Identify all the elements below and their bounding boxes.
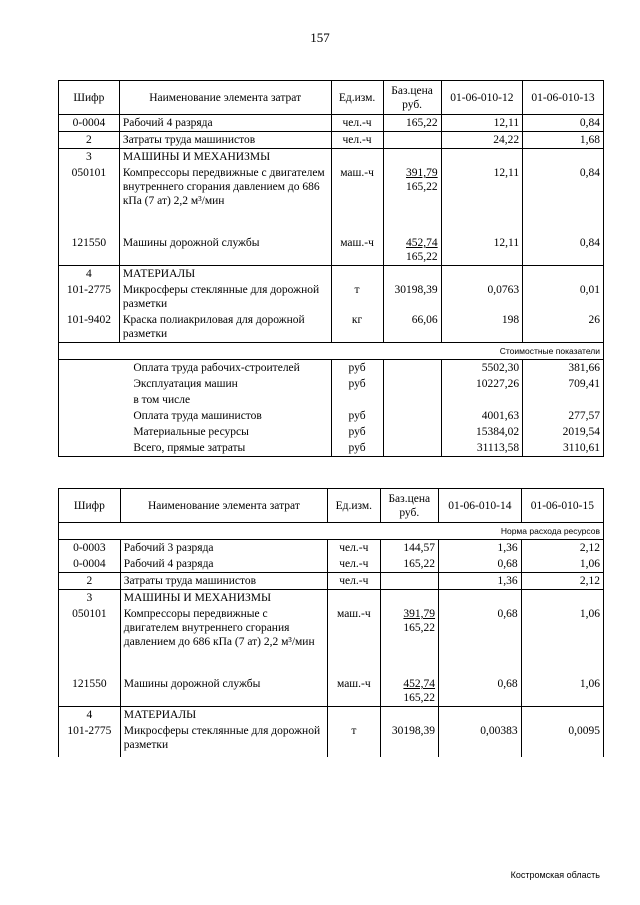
page-number: 157 (310, 30, 330, 45)
row-price: 144,57 (380, 540, 438, 557)
row-name: Краска полиакриловая для дорожной разметки (119, 312, 331, 343)
cost-indicators-label: Стоимостные показатели (59, 343, 604, 360)
row-unit: маш.-ч (328, 676, 380, 707)
header-name: Наименование элемента затрат (120, 489, 327, 523)
header-col-b: 01-06-010-15 (521, 489, 603, 523)
summary-label: Всего, прямые затраты (119, 440, 331, 457)
row-code: 2 (59, 573, 121, 590)
summary-value-a: 5502,30 (441, 360, 522, 377)
row-value-b: 2,12 (521, 540, 603, 557)
row-name: Компрессоры передвижные с двигателем внутреннего сгорания давлением до 686 кПа (7 ат) 2,2 м³/мин (120, 606, 327, 676)
section-header (59, 149, 604, 166)
summary-row (59, 408, 604, 424)
row-code: 050101 (59, 165, 120, 235)
row-code: 0-0003 (59, 540, 121, 557)
section-title: МАШИНЫ И МЕХАНИЗМЫ (120, 590, 327, 607)
section-number: 3 (59, 590, 121, 607)
row-code: 121550 (59, 676, 121, 707)
table-row (59, 723, 604, 757)
row-code: 121550 (59, 235, 120, 266)
table-row (59, 606, 604, 676)
row-name: Рабочий 4 разряда (120, 556, 327, 573)
row-unit: чел.-ч (328, 540, 380, 557)
row-price: 66,06 (383, 312, 441, 343)
row-code: 0-0004 (59, 115, 120, 132)
row-value-b: 1,68 (523, 132, 604, 149)
row-value-b: 0,84 (523, 115, 604, 132)
section-header (59, 590, 604, 607)
summary-label: в том числе (119, 392, 331, 408)
header-col-a: 01-06-010-12 (441, 81, 522, 115)
row-value-b: 1,06 (521, 606, 603, 676)
row-value-a: 12,11 (441, 235, 522, 266)
table-row (59, 676, 604, 707)
row-code: 101-2775 (59, 282, 120, 312)
summary-value-a: 31113,58 (441, 440, 522, 457)
row-name: Рабочий 4 разряда (119, 115, 331, 132)
row-value-b: 2,12 (521, 573, 603, 590)
row-price (383, 165, 441, 235)
summary-value-a: 15384,02 (441, 424, 522, 440)
summary-value-a: 4001,63 (441, 408, 522, 424)
summary-value-b: 709,41 (523, 376, 604, 392)
section-number: 4 (59, 707, 121, 724)
table-row (59, 573, 604, 590)
table-row (59, 540, 604, 557)
row-code: 2 (59, 132, 120, 149)
summary-label: Оплата труда машинистов (119, 408, 331, 424)
summary-label: Оплата труда рабочих-строителей (119, 360, 331, 377)
row-price: 30198,39 (383, 282, 441, 312)
price-secondary: 165,22 (403, 622, 436, 634)
summary-value-b: 3110,61 (523, 440, 604, 457)
summary-unit: руб (331, 408, 383, 424)
row-unit: кг (331, 312, 383, 343)
header-price: Баз.цена руб. (383, 81, 441, 115)
row-price (380, 606, 438, 676)
resource-table-2 (58, 488, 604, 757)
row-value-a: 198 (441, 312, 522, 343)
row-code: 050101 (59, 606, 121, 676)
section-header (59, 707, 604, 724)
row-code: 101-2775 (59, 723, 121, 757)
row-value-b: 1,06 (521, 676, 603, 707)
summary-unit: руб (331, 440, 383, 457)
row-value-a: 0,68 (439, 606, 522, 676)
section-header (59, 266, 604, 283)
row-name: Микросферы стеклянные для дорожной разметки (119, 282, 331, 312)
summary-value-b: 2019,54 (523, 424, 604, 440)
row-value-a: 1,36 (439, 540, 522, 557)
row-unit: чел.-ч (331, 115, 383, 132)
table-row (59, 115, 604, 132)
row-value-b: 0,01 (523, 282, 604, 312)
price-secondary: 165,22 (406, 251, 438, 263)
header-unit: Ед.изм. (328, 489, 380, 523)
row-value-a: 12,11 (441, 115, 522, 132)
row-value-b: 0,84 (523, 165, 604, 235)
row-price (383, 132, 441, 149)
row-value-a: 1,36 (439, 573, 522, 590)
summary-row (59, 424, 604, 440)
summary-row (59, 392, 604, 408)
header-unit: Ед.изм. (331, 81, 383, 115)
row-name: Затраты труда машинистов (120, 573, 327, 590)
footer-region: Костромская область (510, 870, 600, 880)
row-value-b: 0,0095 (521, 723, 603, 757)
table-row (59, 312, 604, 343)
summary-unit: руб (331, 360, 383, 377)
row-name: Машины дорожной службы (120, 676, 327, 707)
row-name: Машины дорожной службы (119, 235, 331, 266)
row-unit: чел.-ч (328, 556, 380, 573)
section-number: 3 (59, 149, 120, 166)
summary-unit: руб (331, 376, 383, 392)
row-name: Рабочий 3 разряда (120, 540, 327, 557)
row-name: Компрессоры передвижные с двигателем внутреннего сгорания давлением до 686 кПа (7 ат) 2,2 м³/мин (119, 165, 331, 235)
row-value-b: 26 (523, 312, 604, 343)
row-value-a: 0,68 (439, 556, 522, 573)
row-unit: т (331, 282, 383, 312)
price-primary: 452,74 (406, 237, 438, 249)
row-price (380, 573, 438, 590)
row-value-a: 0,0763 (441, 282, 522, 312)
summary-value-b: 381,66 (523, 360, 604, 377)
header-col-b: 01-06-010-13 (523, 81, 604, 115)
price-primary: 391,79 (406, 167, 438, 179)
price-primary: 452,74 (403, 678, 436, 690)
header-code: Шифр (59, 81, 120, 115)
header-code: Шифр (59, 489, 121, 523)
row-value-a: 12,11 (441, 165, 522, 235)
summary-row (59, 360, 604, 377)
table-row (59, 235, 604, 266)
row-value-a: 0,00383 (439, 723, 522, 757)
table-row (59, 132, 604, 149)
table-row (59, 282, 604, 312)
header-price: Баз.цена руб. (380, 489, 438, 523)
row-value-a: 24,22 (441, 132, 522, 149)
summary-label: Материальные ресурсы (119, 424, 331, 440)
row-code: 0-0004 (59, 556, 121, 573)
summary-value-a: 10227,26 (441, 376, 522, 392)
row-unit: т (328, 723, 380, 757)
price-secondary: 165,22 (403, 692, 436, 704)
summary-label: Эксплуатация машин (119, 376, 331, 392)
section-title: МАШИНЫ И МЕХАНИЗМЫ (119, 149, 331, 166)
resource-table-1 (58, 80, 604, 457)
row-price: 165,22 (380, 556, 438, 573)
row-value-b: 1,06 (521, 556, 603, 573)
section-title: МАТЕРИАЛЫ (120, 707, 327, 724)
row-price: 30198,39 (380, 723, 438, 757)
section-number: 4 (59, 266, 120, 283)
section-title: МАТЕРИАЛЫ (119, 266, 331, 283)
row-unit: чел.-ч (328, 573, 380, 590)
row-value-a: 0,68 (439, 676, 522, 707)
price-secondary: 165,22 (406, 181, 438, 193)
row-code: 101-9402 (59, 312, 120, 343)
summary-row (59, 440, 604, 457)
row-value-b: 0,84 (523, 235, 604, 266)
row-unit: чел.-ч (331, 132, 383, 149)
row-name: Микросферы стеклянные для дорожной разметки (120, 723, 327, 757)
row-price (380, 676, 438, 707)
price-primary: 391,79 (403, 608, 436, 620)
row-price: 165,22 (383, 115, 441, 132)
summary-value-b: 277,57 (523, 408, 604, 424)
row-price (383, 235, 441, 266)
header-name: Наименование элемента затрат (119, 81, 331, 115)
row-unit: маш.-ч (328, 606, 380, 676)
resource-norm-label: Норма расхода ресурсов (59, 523, 604, 540)
row-unit: маш.-ч (331, 235, 383, 266)
table-row (59, 556, 604, 573)
row-name: Затраты труда машинистов (119, 132, 331, 149)
summary-row (59, 376, 604, 392)
summary-unit: руб (331, 424, 383, 440)
row-unit: маш.-ч (331, 165, 383, 235)
header-col-a: 01-06-010-14 (439, 489, 522, 523)
table-row (59, 165, 604, 235)
